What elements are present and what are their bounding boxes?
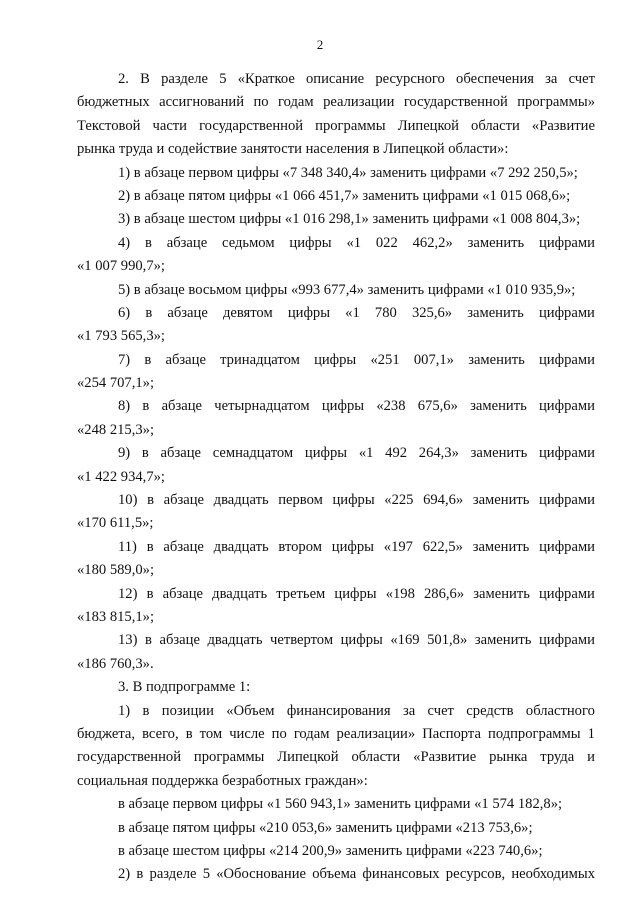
text-line: бюджетных ассигнований по годам реализации государственной программы» <box>77 94 595 111</box>
text-line: 3) в абзаце шестом цифры «1 016 298,1» заменить цифрами «1 008 804,3»; <box>118 211 581 228</box>
paragraph <box>77 536 595 583</box>
text-line: «254 707,1»; <box>77 375 155 392</box>
text-line: «183 815,1»; <box>77 608 155 625</box>
text-line: «186 760,3». <box>77 655 154 672</box>
text-line: 8) в абзаце четырнадцатом цифры «238 675,6» заменить цифрами <box>118 398 595 415</box>
paragraph <box>77 349 595 396</box>
text-line: «1 422 934,7»; <box>77 468 165 485</box>
text-line: в абзаце шестом цифры «214 200,9» заменить цифрами «223 740,6»; <box>118 842 543 859</box>
text-line: бюджета, всего, в том числе по годам реализации» Паспорта подпрограммы 1 <box>77 725 595 742</box>
text-line: государственной программы Липецкой области «Развитие рынка труда и <box>77 749 595 766</box>
text-line: 9) в абзаце семнадцатом цифры «1 492 264,3» заменить цифрами <box>118 445 595 462</box>
text-line: 2) в разделе 5 «Обоснование объема финансовых ресурсов, необходимых <box>118 866 595 883</box>
paragraph <box>77 279 595 302</box>
paragraph <box>77 700 595 794</box>
text-line: 6) в абзаце девятом цифры «1 780 325,6» заменить цифрами <box>118 304 595 321</box>
paragraph <box>77 185 595 208</box>
text-line: «180 589,0»; <box>77 562 155 579</box>
text-line: социальная поддержка безработных граждан»: <box>77 772 368 789</box>
text-line: 10) в абзаце двадцать первом цифры «225 694,6» заменить цифрами <box>118 492 595 509</box>
text-line: 7) в абзаце тринадцатом цифры «251 007,1» заменить цифрами <box>118 351 595 368</box>
text-line: 4) в абзаце седьмом цифры «1 022 462,2» заменить цифрами <box>118 234 595 251</box>
text-line: 13) в абзаце двадцать четвертом цифры «169 501,8» заменить цифрами <box>118 632 595 649</box>
paragraph <box>77 68 595 162</box>
paragraph <box>77 676 595 699</box>
text-line: 2) в абзаце пятом цифры «1 066 451,7» заменить цифрами «1 015 068,6»; <box>118 187 571 204</box>
text-line: в абзаце первом цифры «1 560 943,1» заменить цифрами «1 574 182,8»; <box>118 796 563 813</box>
text-line: «1 793 565,3»; <box>77 328 165 345</box>
text-line: рынка труда и содействие занятости населения в Липецкой области»: <box>77 141 509 158</box>
paragraph <box>77 817 595 840</box>
paragraph <box>77 793 595 816</box>
paragraph <box>77 442 595 489</box>
text-line: «248 215,3»; <box>77 421 155 438</box>
text-line: Текстовой части государственной программы Липецкой области «Развитие <box>77 117 595 134</box>
text-line: 5) в абзаце восьмом цифры «993 677,4» заменить цифрами «1 010 935,9»; <box>118 281 576 298</box>
paragraph <box>77 208 595 231</box>
paragraph <box>77 583 595 630</box>
paragraph <box>77 840 595 863</box>
text-line: 1) в позиции «Объем финансирования за счет средств областного <box>118 702 595 719</box>
paragraph <box>77 489 595 536</box>
document-body <box>77 68 595 887</box>
paragraph <box>77 629 595 676</box>
text-line: «170 611,5»; <box>77 515 154 532</box>
text-line: 2. В разделе 5 «Краткое описание ресурсного обеспечения за счет <box>118 71 595 87</box>
page-number: 2 <box>316 37 324 52</box>
text-line: 3. В подпрограмме 1: <box>118 679 251 696</box>
paragraph <box>77 863 595 886</box>
paragraph <box>77 395 595 442</box>
paragraph <box>77 232 595 279</box>
text-line: 1) в абзаце первом цифры «7 348 340,4» заменить цифрами «7 292 250,5»; <box>118 164 578 181</box>
text-line: в абзаце пятом цифры «210 053,6» заменить цифрами «213 753,6»; <box>118 819 533 836</box>
paragraph <box>77 302 595 349</box>
text-line: «1 007 990,7»; <box>77 258 165 275</box>
text-line: 12) в абзаце двадцать третьем цифры «198 286,6» заменить цифрами <box>118 585 595 602</box>
text-line: 11) в абзаце двадцать втором цифры «197 622,5» заменить цифрами <box>118 538 595 555</box>
paragraph <box>77 162 595 185</box>
